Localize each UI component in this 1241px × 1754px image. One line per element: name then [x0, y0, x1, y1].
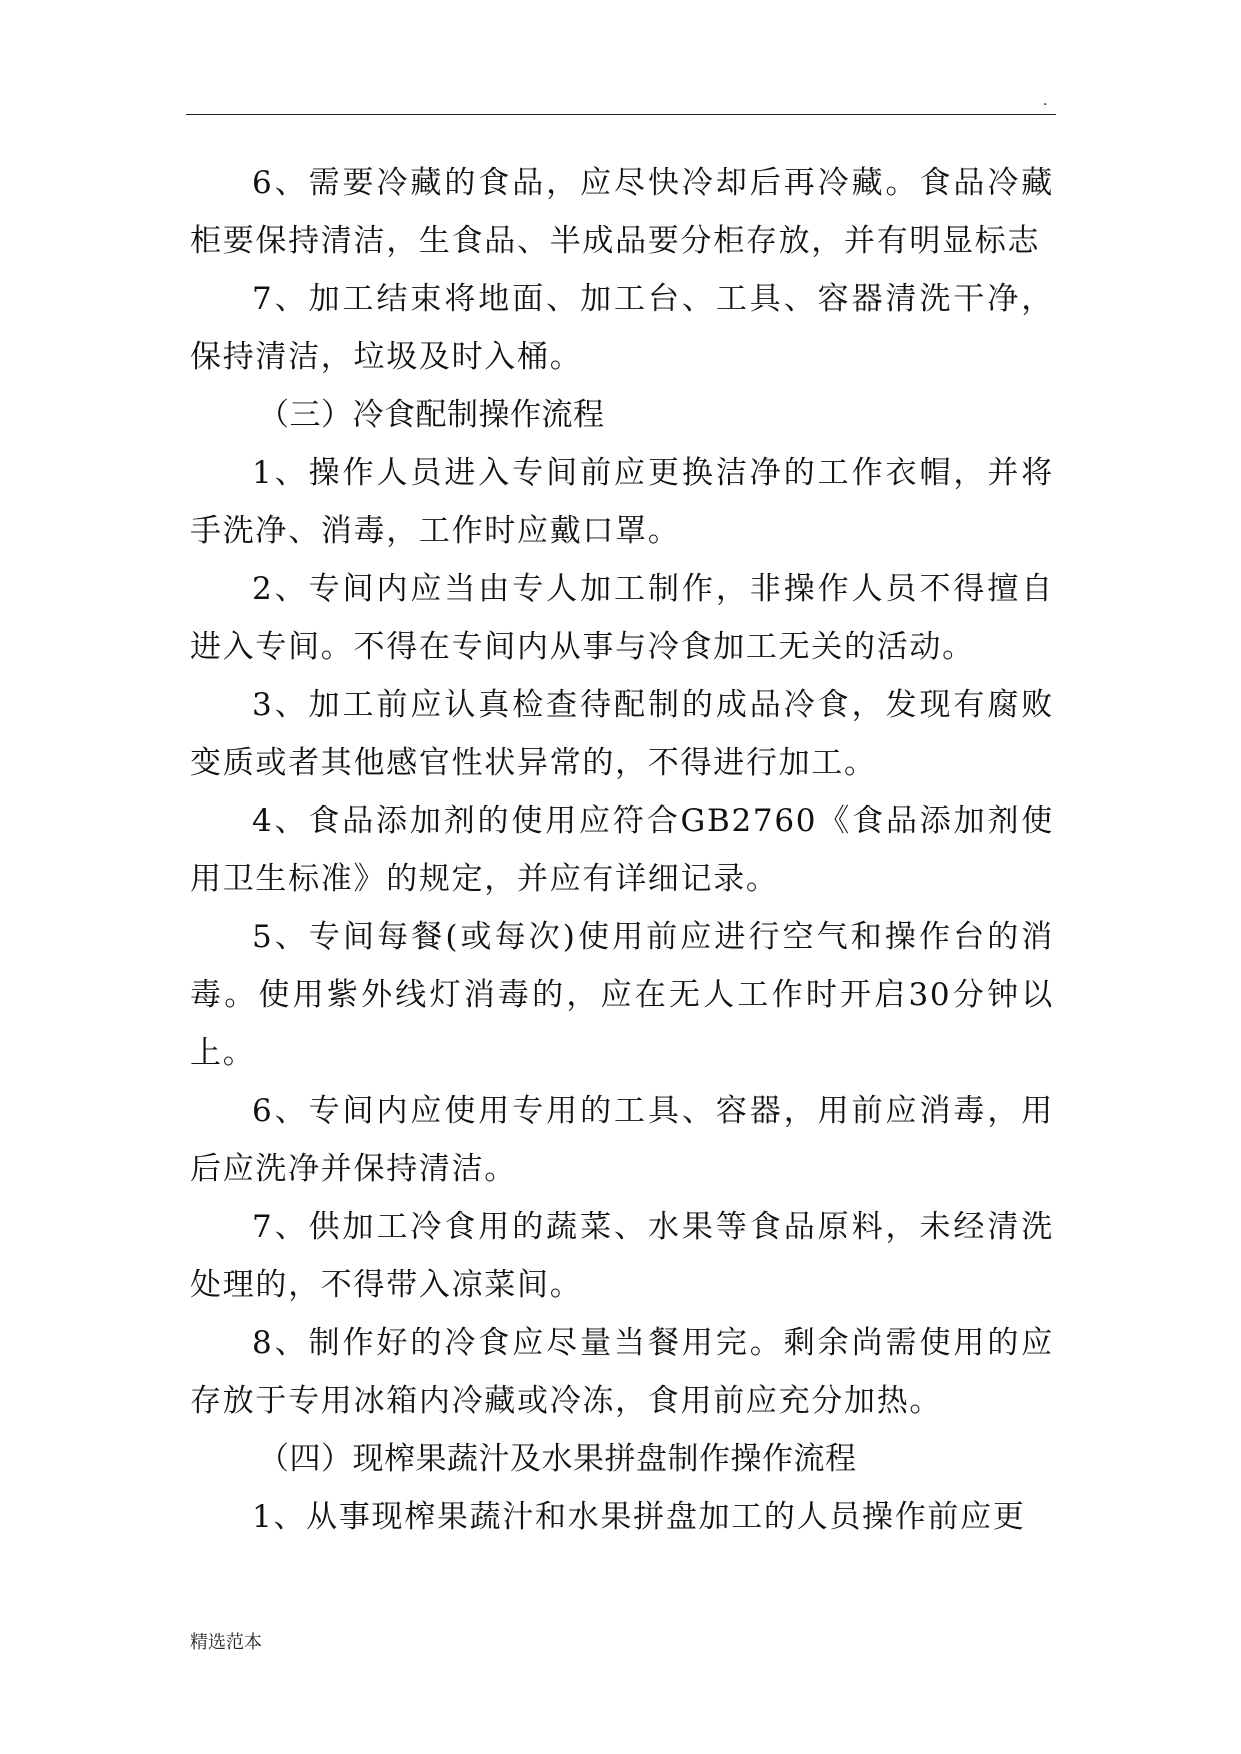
- paragraph: 8、制作好的冷食应尽量当餐用完。剩余尚需使用的应存放于专用冰箱内冷藏或冷冻，食用前应充分加热。: [190, 1325, 1054, 1419]
- paragraph: 3、加工前应认真检查待配制的成品冷食，发现有腐败变质或者其他感官性状异常的，不得进行加工。: [190, 687, 1054, 781]
- paragraph: 7、加工结束将地面、加工台、工具、容器清洗干净，保持清洁，垃圾及时入桶。: [190, 281, 1054, 375]
- header-mark: .: [1043, 93, 1048, 109]
- section-heading: （三）冷食配制操作流程: [258, 397, 605, 433]
- paragraph: 4、食品添加剂的使用应符合GB2760《食品添加剂使用卫生标准》的规定，并应有详细记录。: [190, 803, 1054, 897]
- paragraph: 2、专间内应当由专人加工制作，非操作人员不得擅自进入专间。不得在专间内从事与冷食加工无关的活动。: [190, 571, 1054, 665]
- paragraph: 5、专间每餐(或每次)使用前应进行空气和操作台的消毒。使用紫外线灯消毒的，应在无人工作时开启30分钟以上。: [190, 919, 1054, 1071]
- paragraph: 6、专间内应使用专用的工具、容器，用前应消毒，用后应洗净并保持清洁。: [190, 1093, 1054, 1187]
- paragraph: 7、供加工冷食用的蔬菜、水果等食品原料，未经清洗处理的，不得带入凉菜间。: [190, 1209, 1054, 1303]
- document-body: [190, 154, 1054, 1546]
- header-rule: [186, 114, 1056, 115]
- footer-label: 精选范本: [190, 1632, 262, 1653]
- paragraph: 6、需要冷藏的食品，应尽快冷却后再冷藏。食品冷藏柜要保持清洁，生食品、半成品要分柜存放，并有明显标志: [190, 165, 1054, 259]
- paragraph: 1、操作人员进入专间前应更换洁净的工作衣帽，并将手洗净、消毒，工作时应戴口罩。: [190, 455, 1054, 549]
- paragraph: 1、从事现榨果蔬汁和水果拼盘加工的人员操作前应更: [252, 1499, 1026, 1535]
- section-heading: （四）现榨果蔬汁及水果拼盘制作操作流程: [258, 1441, 857, 1477]
